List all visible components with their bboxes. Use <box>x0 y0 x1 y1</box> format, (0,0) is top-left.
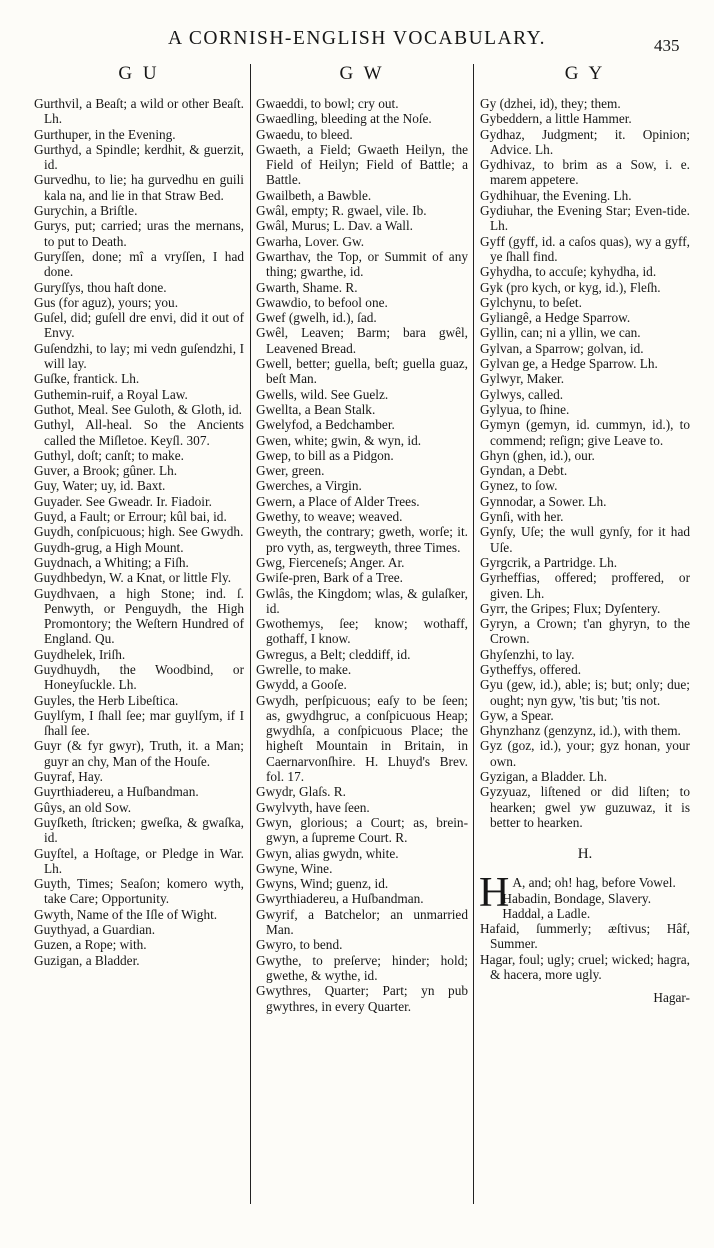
dropcap-entry-text: A, and; oh! hag, before Vowel. <box>512 875 676 891</box>
catchword: Hagar- <box>653 990 690 1006</box>
dictionary-entry: Gy (dzhei, id), they; them. <box>480 96 621 111</box>
dictionary-entry: Gwyrif, a Batchelor; an unmarried Man. <box>256 906 468 938</box>
dictionary-entry: Haddal, a Ladle. <box>502 905 591 921</box>
dictionary-entry: Gydhaz, Judgment; it. Opinion; Advice. Lh. <box>480 126 690 157</box>
dictionary-entry: Gwailbeth, a Bawble. <box>256 187 372 203</box>
dictionary-entry: Guyraf, Hay. <box>34 769 103 785</box>
dictionary-entry: Guthot, Meal. See Guloth, & Gloth, id. <box>34 401 242 417</box>
page-title: A CORNISH-ENGLISH VOCABULARY. <box>167 28 547 49</box>
dictionary-entry: Gwydr, Glaſs. R. <box>256 784 346 800</box>
dictionary-entry: Hagar, foul; ugly; cruel; wicked; hagra, & hacera, more ugly. <box>480 951 690 983</box>
dictionary-entry: Gurvedhu, to lie; ha gurvedhu en guili kala na, and lie in that Straw Bed. <box>34 172 244 203</box>
dictionary-entry: Gwellta, a Bean Stalk. <box>256 401 376 417</box>
dictionary-entry: Guthyl, All-heal. So the Ancients called the Miſletoe. Keyſl. 307. <box>34 417 244 448</box>
dictionary-entry: Guydhbedyn, W. a Knat, or little Fly. <box>34 570 232 586</box>
dictionary-entry: Guzen, a Rope; with. <box>34 937 147 953</box>
dictionary-entry: Gyu (gew, id.), able; is; but; only; due; ought; nyn gyw, 'tis but; 'tis not. <box>480 677 690 708</box>
entry-list <box>480 891 690 983</box>
dictionary-entry: Gyff (gyff, id. a caſos quas), wy a gyff, ye ſhall find. <box>480 233 690 264</box>
dictionary-entry: Gwyrthiadereu, a Huſbandman. <box>256 891 424 907</box>
dictionary-entry: Guydnach, a Whiting; a Fiſh. <box>34 554 189 570</box>
dictionary-entry: Guver, a Brook; gûner. Lh. <box>34 463 178 479</box>
dictionary-entry: Guthemin-ruif, a Royal Law. <box>34 386 188 402</box>
dictionary-entry: Gurychin, a Briſtle. <box>34 203 138 219</box>
dictionary-entry: Gurys, put; carried; uras the mernans, to put to Death. <box>34 218 244 249</box>
column-gw <box>256 60 468 1236</box>
dictionary-entry: Gwawdio, to befool one. <box>256 294 388 310</box>
dictionary-entry: Gurthuper, in the Evening. <box>34 126 176 142</box>
dictionary-entry: Gurthvil, a Beaſt; a wild or other Beaſt. Lh. <box>34 96 244 127</box>
dictionary-entry: Gurthyd, a Spindle; kerdhit, & guerzit, id. <box>34 141 244 173</box>
dictionary-entry: Gwlâs, the Kingdom; wlas, & gulaſker, id. <box>256 585 468 616</box>
dictionary-entry: Guy, Water; uy, id. Baxt. <box>34 478 166 494</box>
dictionary-entry: Gwethy, to weave; weaved. <box>256 509 403 525</box>
dictionary-entry: Guydhelek, Iriſh. <box>34 646 126 662</box>
dictionary-entry: Gwell, better; guella, beſt; guella guaz, beſt Man. <box>256 356 468 387</box>
dictionary-entry: Ghyn (ghen, id.), our. <box>480 447 595 463</box>
dictionary-entry: Gylyua, to ſhine. <box>480 401 570 417</box>
dictionary-entry: Gwothemys, ſee; know; wothaff, gothaff, I know. <box>256 616 468 647</box>
dictionary-entry: Gydiuhar, the Evening Star; Even-tide. Lh. <box>480 203 690 234</box>
dictionary-entry: Gweyth, the contrary; gweth, worſe; it. pro vyth, as, tergweyth, three Times. <box>256 524 468 555</box>
dictionary-entry: Guryſſys, thou haſt done. <box>34 279 167 295</box>
dictionary-entry: Gwyth, Name of the Iſle of Wight. <box>34 906 218 922</box>
dictionary-entry: Guthyl, doſt; canſt; to make. <box>34 447 184 463</box>
dictionary-entry: Gwydh, perſpicuous; eaſy to be ſeen; as, gwydhgruc, a conſpicuous Heap; gwydhſa, a conſpicuous Place; the higheſt Mountain in Britain, in Caernarvonſhire. H. Lhuyd's Brev. fol. 17. <box>256 692 468 785</box>
dictionary-entry: Gylwyr, Maker. <box>480 371 565 387</box>
dictionary-entry: Gyrgcrik, a Partridge. Lh. <box>480 554 618 570</box>
drop-cap-letter: H <box>479 870 510 917</box>
dictionary-entry: Gwaeddi, to bowl; cry out. <box>256 96 399 111</box>
column-gu <box>34 60 244 1236</box>
dictionary-entry: Gynſy, Uſe; the wull gynſy, for it had Uſe. <box>480 524 690 555</box>
dictionary-entry: Gwen, white; gwin, & wyn, id. <box>256 432 422 448</box>
page-number: 435 <box>654 36 680 55</box>
entry-list <box>256 96 468 1014</box>
dictionary-entry: Guyſtel, a Hoſtage, or Pledge in War. Lh. <box>34 845 244 876</box>
dictionary-entry: Gyliangê, a Hedge Sparrow. <box>480 310 631 326</box>
dictionary-entry: Guylſym, I ſhall ſee; mar guylſym, if I ſhall ſee. <box>34 707 244 739</box>
dictionary-entry: Guſendzhi, to lay; mi vedn guſendzhi, I will lay. <box>34 340 244 372</box>
dictionary-entry: Guyader. See Gweadr. Ir. Fiadoir. <box>34 493 212 509</box>
dictionary-entry: Gwythe, to preſerve; hinder; hold; gwethe, & wythe, id. <box>256 952 468 983</box>
dictionary-entry: Gwaeth, a Field; Gwaeth Heilyn, the Field of Heilyn; Field of Battle; a Battle. <box>256 141 468 188</box>
dictionary-entry: Gwyn, glorious; a Court; as, brein-gwyn, a ſupreme Court. R. <box>256 814 468 846</box>
column-heading: G W <box>339 63 385 84</box>
dictionary-entry: Gwarth, Shame. R. <box>256 279 358 295</box>
dictionary-entry: Guyd, a Fault; or Errour; kûl bai, id. <box>34 509 227 525</box>
column-heading: G Y <box>564 63 606 84</box>
dictionary-entry: Gwâl, empty; R. gwael, vile. Ib. <box>256 203 427 219</box>
dictionary-entry: Gyk (pro kych, or kyg, id.), Fleſh. <box>480 279 661 295</box>
dictionary-entry: Gwg, Fierceneſs; Anger. Ar. <box>256 554 405 570</box>
dictionary-entry: Gwaedling, bleeding at the Noſe. <box>256 111 432 127</box>
dictionary-entry: Gwarthav, the Top, or Summit of any thing; gwarthe, id. <box>256 248 468 280</box>
dictionary-entry: Gyryn, a Crown; t'an ghyryn, to the Crown. <box>480 616 690 647</box>
dictionary-entry: Guyth, Times; Seaſon; komero wyth, take Care; Opportunity. <box>34 876 244 907</box>
dictionary-entry: Guyr (& fyr gwyr), Truth, it. a Man; guyr an chy, Man of the Houſe. <box>34 738 244 769</box>
dictionary-entry: Guryſſen, done; mî a vryſſen, I had done. <box>34 248 244 280</box>
dictionary-entry: Guſel, did; guſell dre envi, did it out of Envy. <box>34 310 244 341</box>
dictionary-entry: Gytheffys, offered. <box>480 661 582 677</box>
dictionary-entry: Gynſi, with her. <box>480 509 564 525</box>
dictionary-entry: Gwrelle, to make. <box>256 661 352 677</box>
dictionary-entry: Gyhydha, to accuſe; kyhydha, id. <box>480 264 657 280</box>
dictionary-entry: Gwyne, Wine. <box>256 860 333 876</box>
dictionary-entry: Gwells, wild. See Guelz. <box>256 386 389 402</box>
dictionary-entry: Ghynzhanz (genzynz, id.), with them. <box>480 723 681 739</box>
dictionary-entry: Gyllin, can; ni a yllin, we can. <box>480 325 641 341</box>
dictionary-entry: Gymyn (gemyn, id. cummyn, id.), to commend; reſign; give Leave to. <box>480 417 690 448</box>
dictionary-entry: Gwiſe-pren, Bark of a Tree. <box>256 570 403 586</box>
dictionary-entry: Gwythres, Quarter; Part; yn pub gwythres, in every Quarter. <box>256 983 468 1014</box>
dictionary-entry: Gylvan ge, a Hedge Sparrow. Lh. <box>480 356 658 372</box>
dictionary-entry: Guydh, conſpicuous; high. See Gwydh. <box>34 524 244 540</box>
dictionary-entry: Gwylvyth, have ſeen. <box>256 799 370 815</box>
dictionary-entry: Gwer, green. <box>256 463 325 479</box>
column-rule-right <box>473 64 474 1204</box>
dictionary-entry: Gynez, to ſow. <box>480 478 558 494</box>
dictionary-entry: Guyrthiadereu, a Huſbandman. <box>34 784 199 800</box>
dictionary-entry: Gwyns, Wind; guenz, id. <box>256 876 389 892</box>
dictionary-entry: Gwyro, to bend. <box>256 937 343 953</box>
dictionary-entry: Gwregus, a Belt; cleddiff, id. <box>256 646 411 662</box>
column-gy <box>480 60 690 1236</box>
dictionary-entry: Gwep, to bill as a Pidgon. <box>256 447 394 463</box>
dictionary-entry: Gwâl, Murus; L. Dav. a Wall. <box>256 218 413 234</box>
dictionary-entry: Gybeddern, a little Hammer. <box>480 111 632 127</box>
dictionary-entry: Guyſketh, ſtricken; gweſka, & gwaſka, id. <box>34 814 244 846</box>
dictionary-entry: Gwaedu, to bleed. <box>256 126 353 142</box>
dictionary-entry: Hafaid, ſummerly; æſtivus; Hâf, Summer. <box>480 921 690 952</box>
entry-list <box>34 96 244 968</box>
dictionary-entry: Gyz (goz, id.), your; gyz honan, your own. <box>480 738 690 769</box>
dictionary-entry: Gwyn, alias gwydn, white. <box>256 845 399 861</box>
dictionary-entry: Gydhihuar, the Evening. Lh. <box>480 187 632 203</box>
dictionary-entry: Gylvan, a Sparrow; golvan, id. <box>480 340 644 356</box>
dictionary-entry: Gus (for aguz), yours; you. <box>34 294 179 310</box>
dictionary-entry: Gwelyfod, a Bedchamber. <box>256 417 395 433</box>
dictionary-entry: Gwef (gwelh, id.), ſad. <box>256 310 377 326</box>
dictionary-entry: Gwêl, Leaven; Barm; bara gwêl, Leavened Bread. <box>256 325 468 356</box>
dictionary-entry: Gwerches, a Virgin. <box>256 478 362 494</box>
dictionary-entry: Gwydd, a Gooſe. <box>256 677 347 693</box>
dictionary-entry: Habadin, Bondage, Slavery. <box>502 890 652 906</box>
dictionary-entry: Guſke, frantick. Lh. <box>34 371 140 387</box>
dictionary-entry: Guydhvaen, a high Stone; ind. ſ. Penwyth, or Penguydh, the High Promontory; the Weſtern Hundred of England. Qu. <box>34 585 244 647</box>
dictionary-entry: Guydhuydh, the Woodbind, or Honeyſuckle. Lh. <box>34 661 244 693</box>
dictionary-entry: Gyzyuaz, liſtened or did liſten; to hearken; gwel yw guzuwaz, it is better to hearken. <box>480 784 690 830</box>
dictionary-entry: Guzigan, a Bladder. <box>34 952 140 968</box>
dictionary-entry: Ghyſenzhi, to lay. <box>480 646 575 662</box>
section-heading-h: H. <box>577 846 593 863</box>
dictionary-entry: Guyles, the Herb Libeſtica. <box>34 692 179 708</box>
column-heading: G U <box>118 63 160 84</box>
dictionary-entry: Guythyad, a Guardian. <box>34 922 156 938</box>
dictionary-entry: Gyrheffias, offered; proffered, or given. Lh. <box>480 570 690 601</box>
dictionary-entry: Gyndan, a Debt. <box>480 463 568 479</box>
dictionary-entry: Gylchynu, to beſet. <box>480 294 582 310</box>
dictionary-entry: Gyw, a Spear. <box>480 707 554 723</box>
dictionary-entry: Gwarha, Lover. Gw. <box>256 233 365 249</box>
dictionary-entry: Gûys, an old Sow. <box>34 799 132 815</box>
entry-list <box>480 96 690 830</box>
dictionary-entry: Guydh-grug, a High Mount. <box>34 539 184 555</box>
dictionary-entry: Gyzigan, a Bladder. Lh. <box>480 769 608 785</box>
dictionary-entry: Gynnodar, a Sower. Lh. <box>480 493 607 509</box>
dictionary-entry: Gwern, a Place of Alder Trees. <box>256 493 420 509</box>
column-rule-left <box>250 64 251 1204</box>
dictionary-entry: Gylwys, called. <box>480 386 564 402</box>
dictionary-entry: Gydhivaz, to brim as a Sow, i. e. marem appetere. <box>480 157 690 188</box>
dictionary-entry: Gyrr, the Gripes; Flux; Dyſentery. <box>480 600 661 616</box>
